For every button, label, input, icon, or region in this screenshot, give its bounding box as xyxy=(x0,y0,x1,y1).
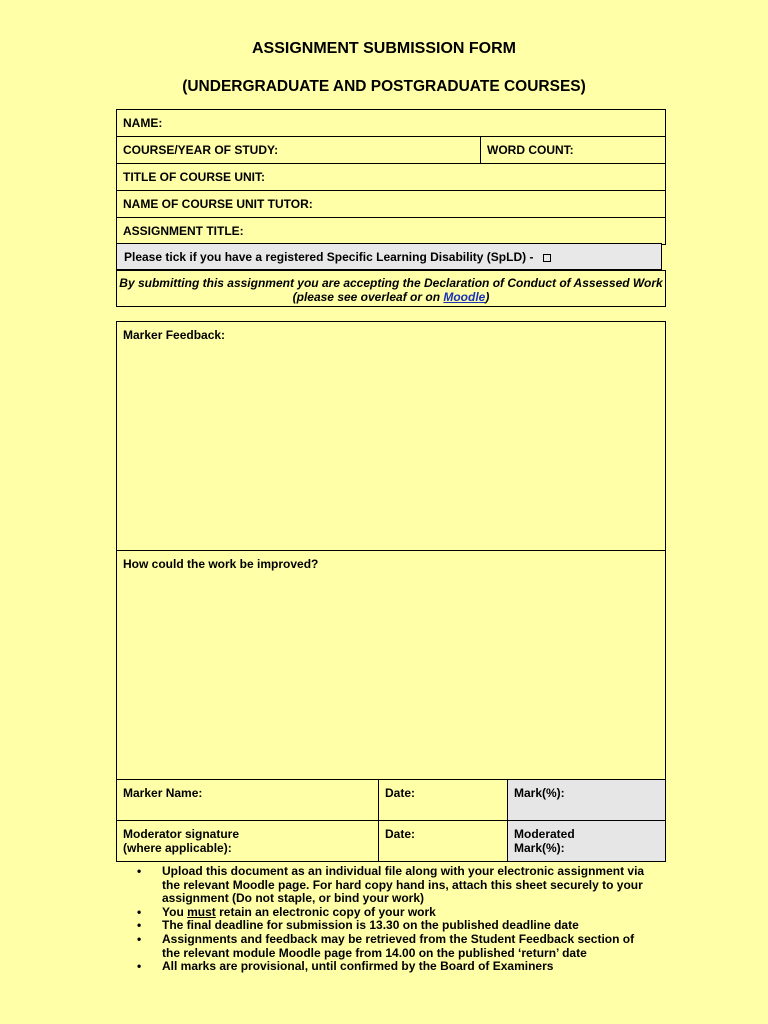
moderator-label-2: (where applicable): xyxy=(123,841,232,855)
list-item: • Upload this document as an individual file along with your electronic assignment via the relevant Moodle page. For hard copy hand ins, attach this sheet securely to your assignment (Do not staple, or bind your work) xyxy=(135,865,655,906)
form-subtitle: (UNDERGRADUATE AND POSTGRADUATE COURSES) xyxy=(182,78,586,95)
list-item xyxy=(135,906,655,920)
list-item: • The final deadline for submission is 13.30 on the published deadline date xyxy=(135,919,655,933)
improvement-box[interactable] xyxy=(117,551,666,780)
student-details-table xyxy=(116,109,666,245)
list-item: • Assignments and feedback may be retrieved from the Student Feedback section of the relevant module Moodle page from 14.00 on the published ‘return’ date xyxy=(135,933,655,960)
marker-feedback-label: Marker Feedback: xyxy=(123,328,226,342)
note-emphasis: must xyxy=(187,904,216,919)
list-item: • All marks are provisional, until confirmed by the Board of Examiners xyxy=(135,960,655,974)
moderator-label-1: Moderator signature xyxy=(123,827,240,841)
feedback-table xyxy=(116,321,666,862)
moderated-label-2: Mark(%): xyxy=(514,841,565,855)
declaration-text: By submitting this assignment you are accepting the Declaration of Conduct of Assessed Work (please see overleaf or on xyxy=(119,276,663,304)
form-title: ASSIGNMENT SUBMISSION FORM xyxy=(251,40,516,57)
marker-feedback-box[interactable] xyxy=(117,322,666,551)
spld-label: Please tick if you have a registered Specific Learning Disability (SpLD) - xyxy=(124,250,534,264)
word-count-field[interactable]: WORD COUNT: xyxy=(481,137,666,164)
moderated-mark-field[interactable] xyxy=(508,821,666,862)
moodle-link[interactable]: Moodle xyxy=(443,290,486,304)
marker-name-field[interactable]: Marker Name: xyxy=(117,780,379,821)
course-year-field[interactable]: COURSE/YEAR OF STUDY: xyxy=(117,137,481,164)
date-field[interactable]: Date: xyxy=(379,780,508,821)
moderator-date-field[interactable]: Date: xyxy=(379,821,508,862)
declaration-box xyxy=(116,270,666,307)
improvement-label: How could the work be improved? xyxy=(123,557,319,571)
declaration-close: ) xyxy=(485,290,490,304)
moderated-label-1: Moderated xyxy=(514,827,575,841)
note-text: retain an electronic copy of your work xyxy=(215,904,436,919)
tutor-name-field[interactable]: NAME OF COURSE UNIT TUTOR: xyxy=(117,191,666,218)
spld-checkbox[interactable] xyxy=(543,254,551,262)
note-text: You xyxy=(162,904,188,919)
mark-field[interactable]: Mark(%): xyxy=(508,780,666,821)
name-field[interactable]: NAME: xyxy=(117,110,666,137)
moderator-signature-field[interactable] xyxy=(117,821,379,862)
course-unit-title-field[interactable]: TITLE OF COURSE UNIT: xyxy=(117,164,666,191)
instructions-list xyxy=(135,865,655,974)
spld-row xyxy=(116,243,662,270)
assignment-title-field[interactable]: ASSIGNMENT TITLE: xyxy=(117,218,666,245)
